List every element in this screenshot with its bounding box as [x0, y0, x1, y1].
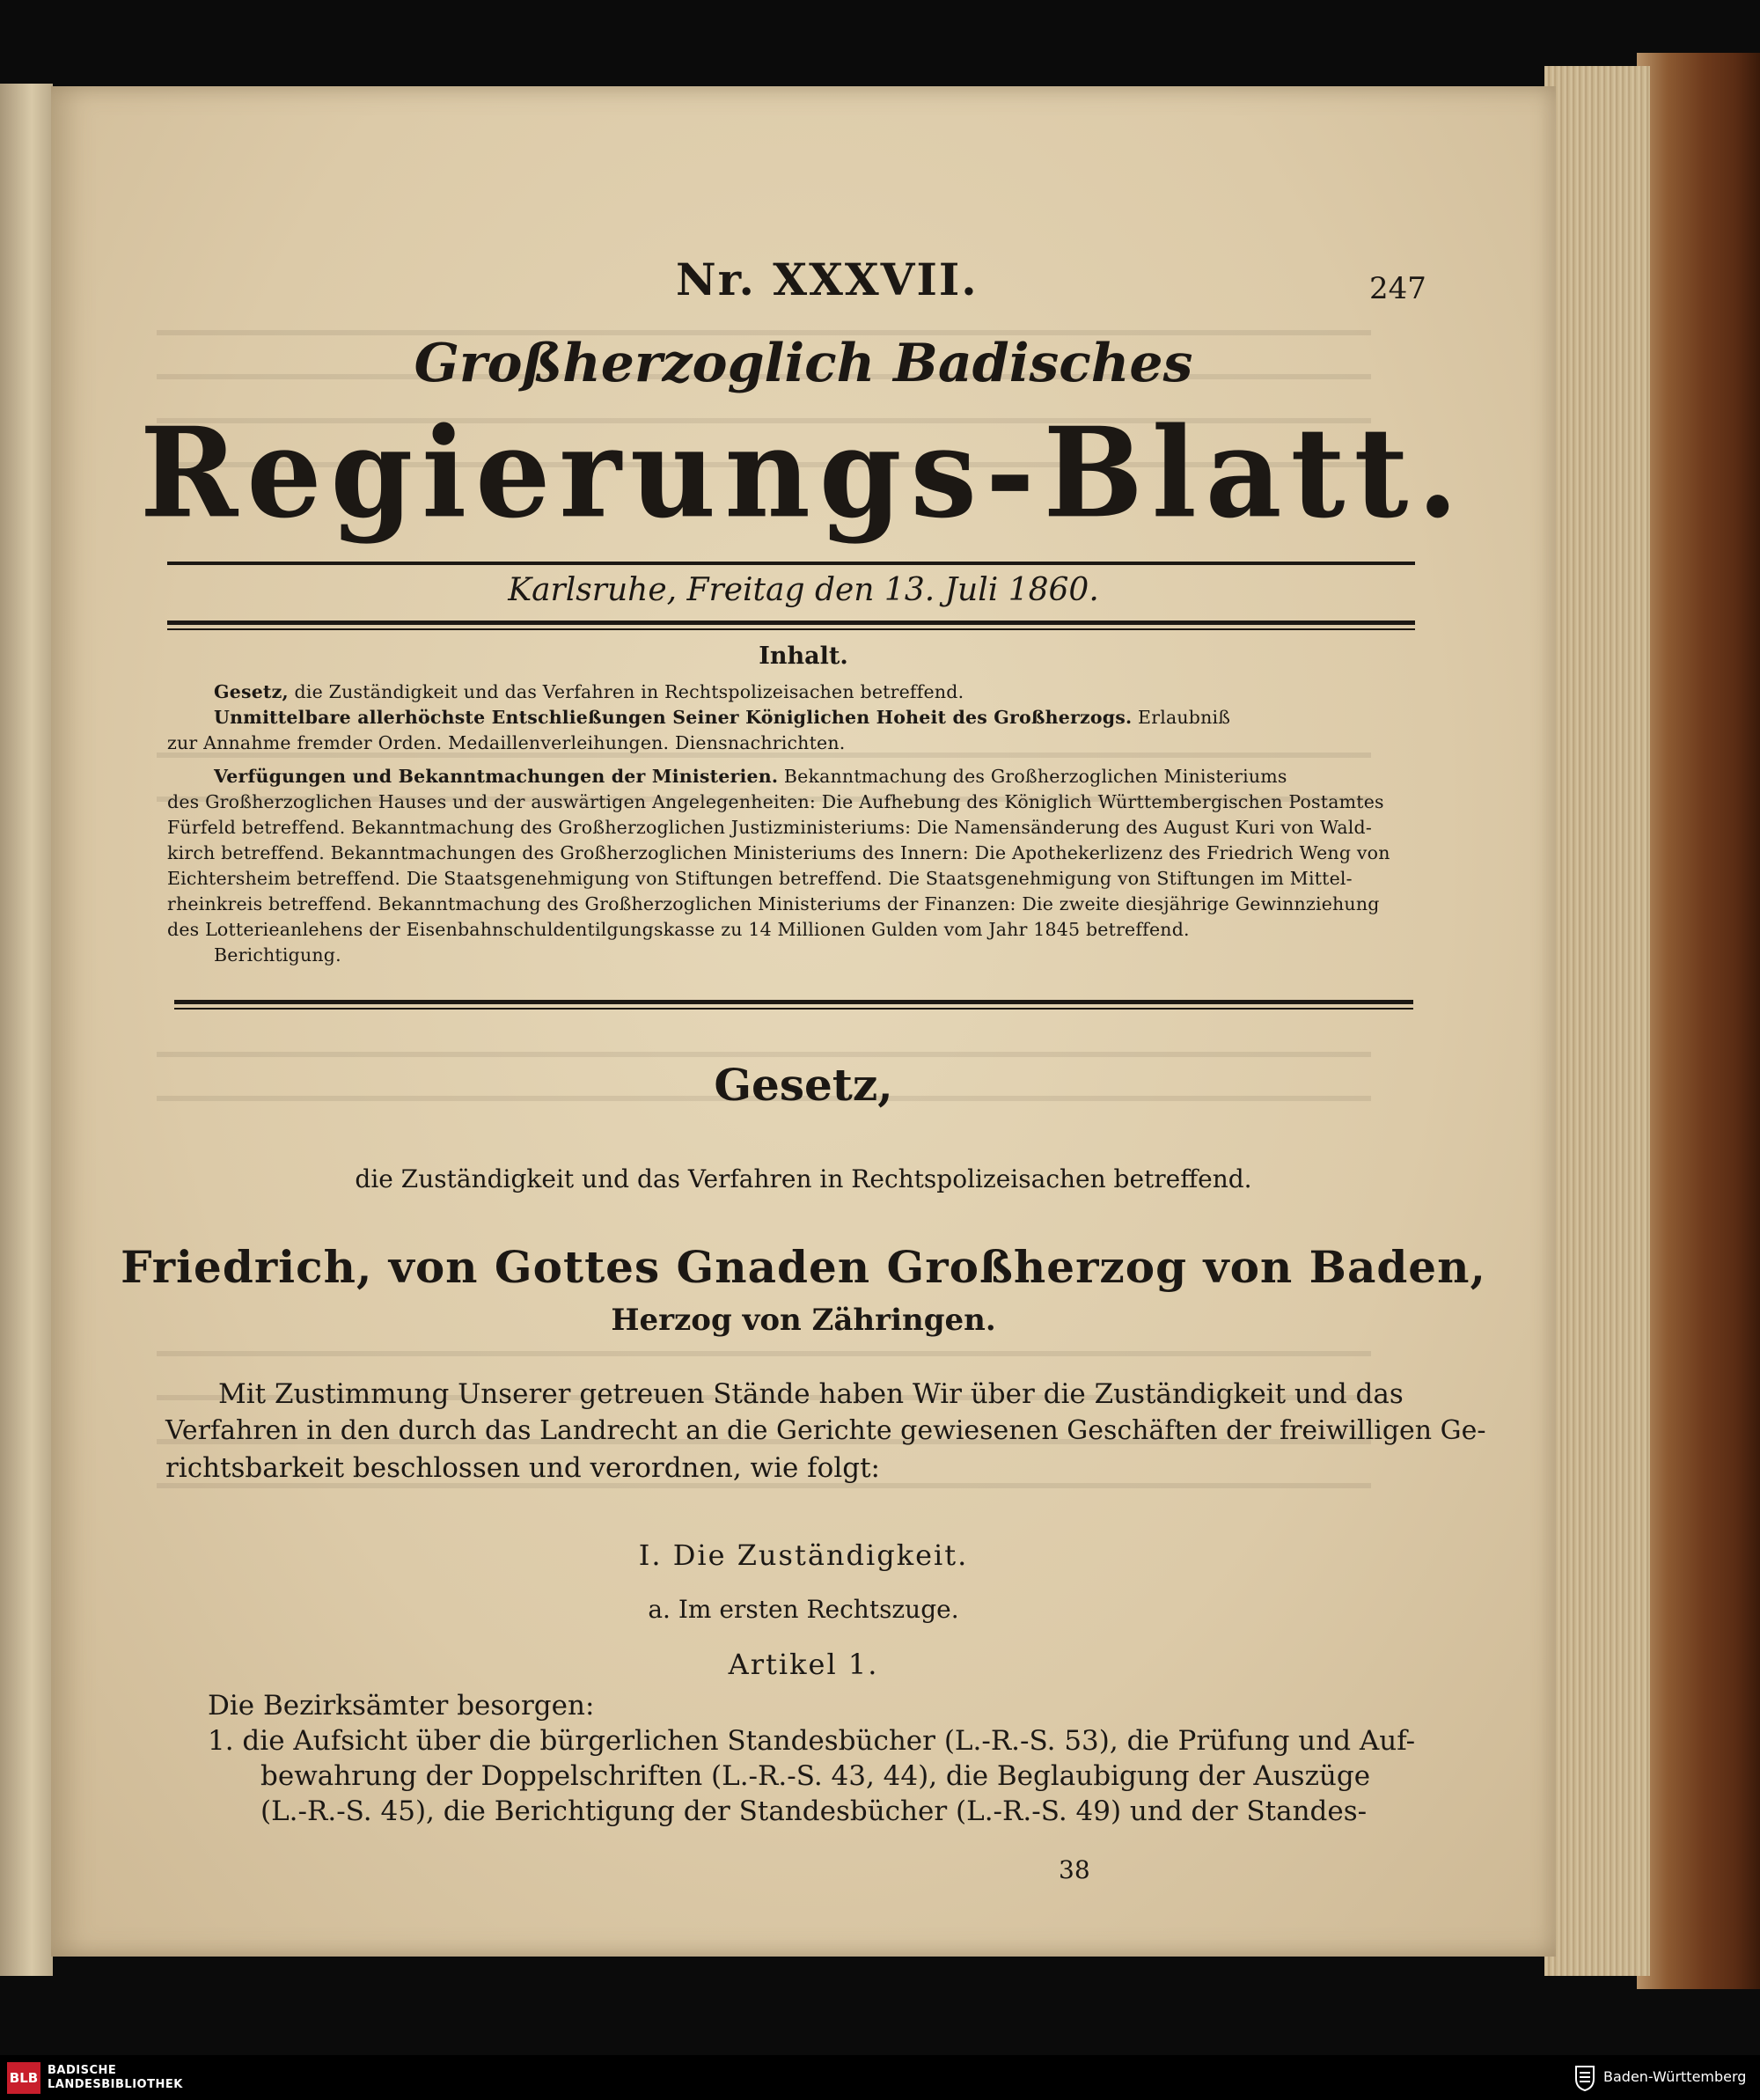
state-coat-of-arms-icon[interactable]	[1573, 2065, 1596, 2091]
toc-line: zur Annahme fremder Orden. Medaillenverleihungen. Diensnachrichten.	[167, 732, 846, 753]
article-heading: Artikel 1.	[728, 1648, 879, 1681]
toc-line: rheinkreis betreffend. Bekanntmachung des Großherzoglichen Ministeriums der Finanzen: Die zweite diesjährige Gewinnziehung	[167, 893, 1380, 914]
document-page	[51, 86, 1556, 1957]
preamble-line: Verfahren in den durch das Landrecht an die Gerichte gewiesenen Geschäften der freiwilligen Ge-	[165, 1415, 1486, 1446]
toc-line: Gesetz, die Zuständigkeit und das Verfahren in Rechtspolizeisachen betreffend.	[214, 681, 964, 702]
toc-line: Fürfeld betreffend. Bekanntmachung des Großherzoglichen Justizministeriums: Die Namensänderung des August Kuri von Wald-	[167, 817, 1372, 838]
law-subtitle: die Zuständigkeit und das Verfahren in Rechtspolizeisachen betreffend.	[355, 1164, 1252, 1193]
masthead-rule-bottom-thin	[167, 628, 1415, 630]
toc-rule-bottom	[174, 1000, 1413, 1004]
viewer-footer-bar	[0, 2055, 1760, 2100]
toc-heading: Inhalt.	[759, 642, 848, 670]
sovereign-subtitle: Herzog von Zähringen.	[611, 1303, 996, 1338]
preamble-line: Mit Zustimmung Unserer getreuen Stände haben Wir über die Zuständigkeit und das	[218, 1378, 1404, 1410]
sovereign-title: Friedrich, von Gottes Gnaden Großherzog von Baden,	[121, 1241, 1486, 1293]
masthead-title: Regierungs-Blatt.	[139, 400, 1468, 546]
page-stack-edges	[1544, 66, 1650, 1976]
page-number: 247	[1369, 271, 1426, 306]
blb-logo[interactable]: BLB	[7, 2062, 40, 2094]
section-heading: I. Die Zuständigkeit.	[638, 1538, 969, 1572]
toc-line: des Großherzoglichen Hauses und der auswärtigen Angelegenheiten: Die Aufhebung des Königlich Württembergischen Postamtes	[167, 791, 1384, 812]
law-heading: Gesetz,	[714, 1059, 893, 1111]
left-page-edge	[0, 84, 53, 1976]
article-line: bewahrung der Doppelschriften (L.-R.-S. 43, 44), die Beglaubigung der Auszüge	[260, 1760, 1371, 1792]
toc-line: Verfügungen und Bekanntmachungen der Ministerien. Bekanntmachung des Großherzoglichen Ministeriums	[214, 766, 1287, 787]
library-name-line-1: BADISCHE	[48, 2064, 117, 2077]
article-line: 1. die Aufsicht über die bürgerlichen Standesbücher (L.-R.-S. 53), die Prüfung und Auf-	[208, 1725, 1416, 1757]
article-line: (L.-R.-S. 45), die Berichtigung der Standesbücher (L.-R.-S. 49) und der Standes-	[260, 1795, 1368, 1827]
masthead-rule-bottom-thick	[167, 620, 1415, 625]
library-name-line-2: LANDESBIBLIOTHEK	[48, 2078, 183, 2091]
signature-mark: 38	[1059, 1855, 1090, 1884]
toc-line: Berichtigung.	[214, 944, 341, 966]
article-line: Die Bezirksämter besorgen:	[208, 1690, 595, 1722]
book-binding	[1637, 53, 1760, 1989]
preamble-line: richtsbarkeit beschlossen und verordnen, wie folgt:	[165, 1452, 880, 1484]
subsection-heading: a. Im ersten Rechtszuge.	[648, 1595, 959, 1624]
toc-line: Eichtersheim betreffend. Die Staatsgenehmigung von Stiftungen betreffend. Die Staatsgenehmigung von Stiftungen im Mittel-	[167, 868, 1353, 889]
toc-rule-bottom-thin	[174, 1008, 1413, 1010]
issue-number: Nr. XXXVII.	[676, 253, 979, 305]
toc-line: des Lotterieanlehens der Eisenbahnschuldentilgungskasse zu 14 Millionen Gulden vom Jahr 1845 betreffend.	[167, 919, 1190, 940]
toc-line: Unmittelbare allerhöchste Entschließungen Seiner Königlichen Hoheit des Großherzogs. Erlaubniß	[214, 707, 1231, 728]
dateline: Karlsruhe, Freitag den 13. Juli 1860.	[508, 572, 1099, 608]
masthead-rule-top	[167, 562, 1415, 565]
masthead-subtitle: Großherzoglich Badisches	[414, 333, 1193, 394]
state-name: Baden-Württemberg	[1603, 2068, 1747, 2085]
toc-line: kirch betreffend. Bekanntmachungen des Großherzoglichen Ministeriums des Innern: Die Apothekerlizenz des Friedrich Weng von	[167, 842, 1390, 863]
